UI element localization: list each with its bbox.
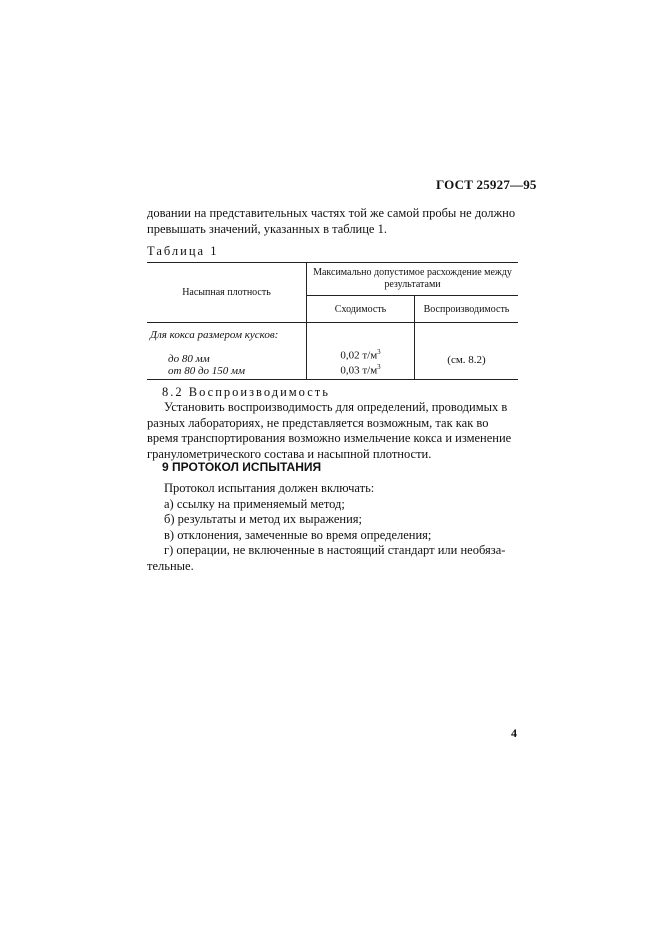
body-line: время транспортирования возможно измельчение кокса и изменение	[147, 431, 512, 445]
document-code: ГОСТ 25927—95	[436, 177, 537, 192]
body-line: разных лабораториях, не представляется возможным, так как во	[147, 415, 489, 430]
section-9-title: 9 ПРОТОКОЛ ИСПЫТАНИЯ	[162, 460, 322, 474]
list-item: а) ссылку на применяемый метод;	[164, 496, 345, 511]
table-caption: Таблица 1	[147, 244, 219, 258]
reproducibility-value: (см. 8.2)	[447, 353, 486, 366]
section-9-body	[147, 481, 519, 574]
list-item: б) результаты и метод их выражения;	[164, 512, 362, 526]
row-labels-cell	[147, 323, 307, 380]
convergence-values-cell	[307, 323, 415, 380]
list-item: г) операции, не включенные в настоящий стандарт или необяза-	[164, 543, 506, 557]
page-number: 4	[511, 726, 517, 740]
body-line: гранулометрического состава и насыпной плотности.	[147, 446, 432, 461]
header-max-divergence: Максимально допустимое расхождение между результатами	[307, 263, 519, 296]
list-item: тельные.	[147, 558, 194, 573]
header-density: Насыпная плотность	[147, 263, 307, 323]
lead-line: Протокол испытания должен включать:	[164, 481, 375, 495]
row-label: до 80 мм	[168, 353, 210, 365]
list-item: в) отклонения, замеченные во время определения;	[164, 527, 432, 542]
section-8-2-title: 8.2 Воспроизводимость	[162, 385, 330, 399]
header-reproducibility: Воспроизводимость	[415, 296, 519, 323]
row-label: от 80 до 150 мм	[168, 365, 246, 377]
header-convergence: Сходимость	[307, 296, 415, 323]
convergence-value: 0,03 $т/м^3$	[340, 363, 381, 377]
intro-line: довании на представительных частях той же самой пробы не должно	[147, 206, 516, 220]
results-table	[147, 262, 518, 380]
intro-paragraph	[147, 206, 519, 237]
intro-line: превышать значений, указанных в таблице 1.	[147, 221, 387, 236]
body-line: Установить воспроизводимость для определений, проводимых в	[164, 400, 508, 414]
convergence-value: 0,02 $т/м^3$	[340, 347, 381, 362]
section-8-2-body	[147, 400, 519, 462]
group-label: Для кокса размером кусков:	[150, 329, 279, 341]
